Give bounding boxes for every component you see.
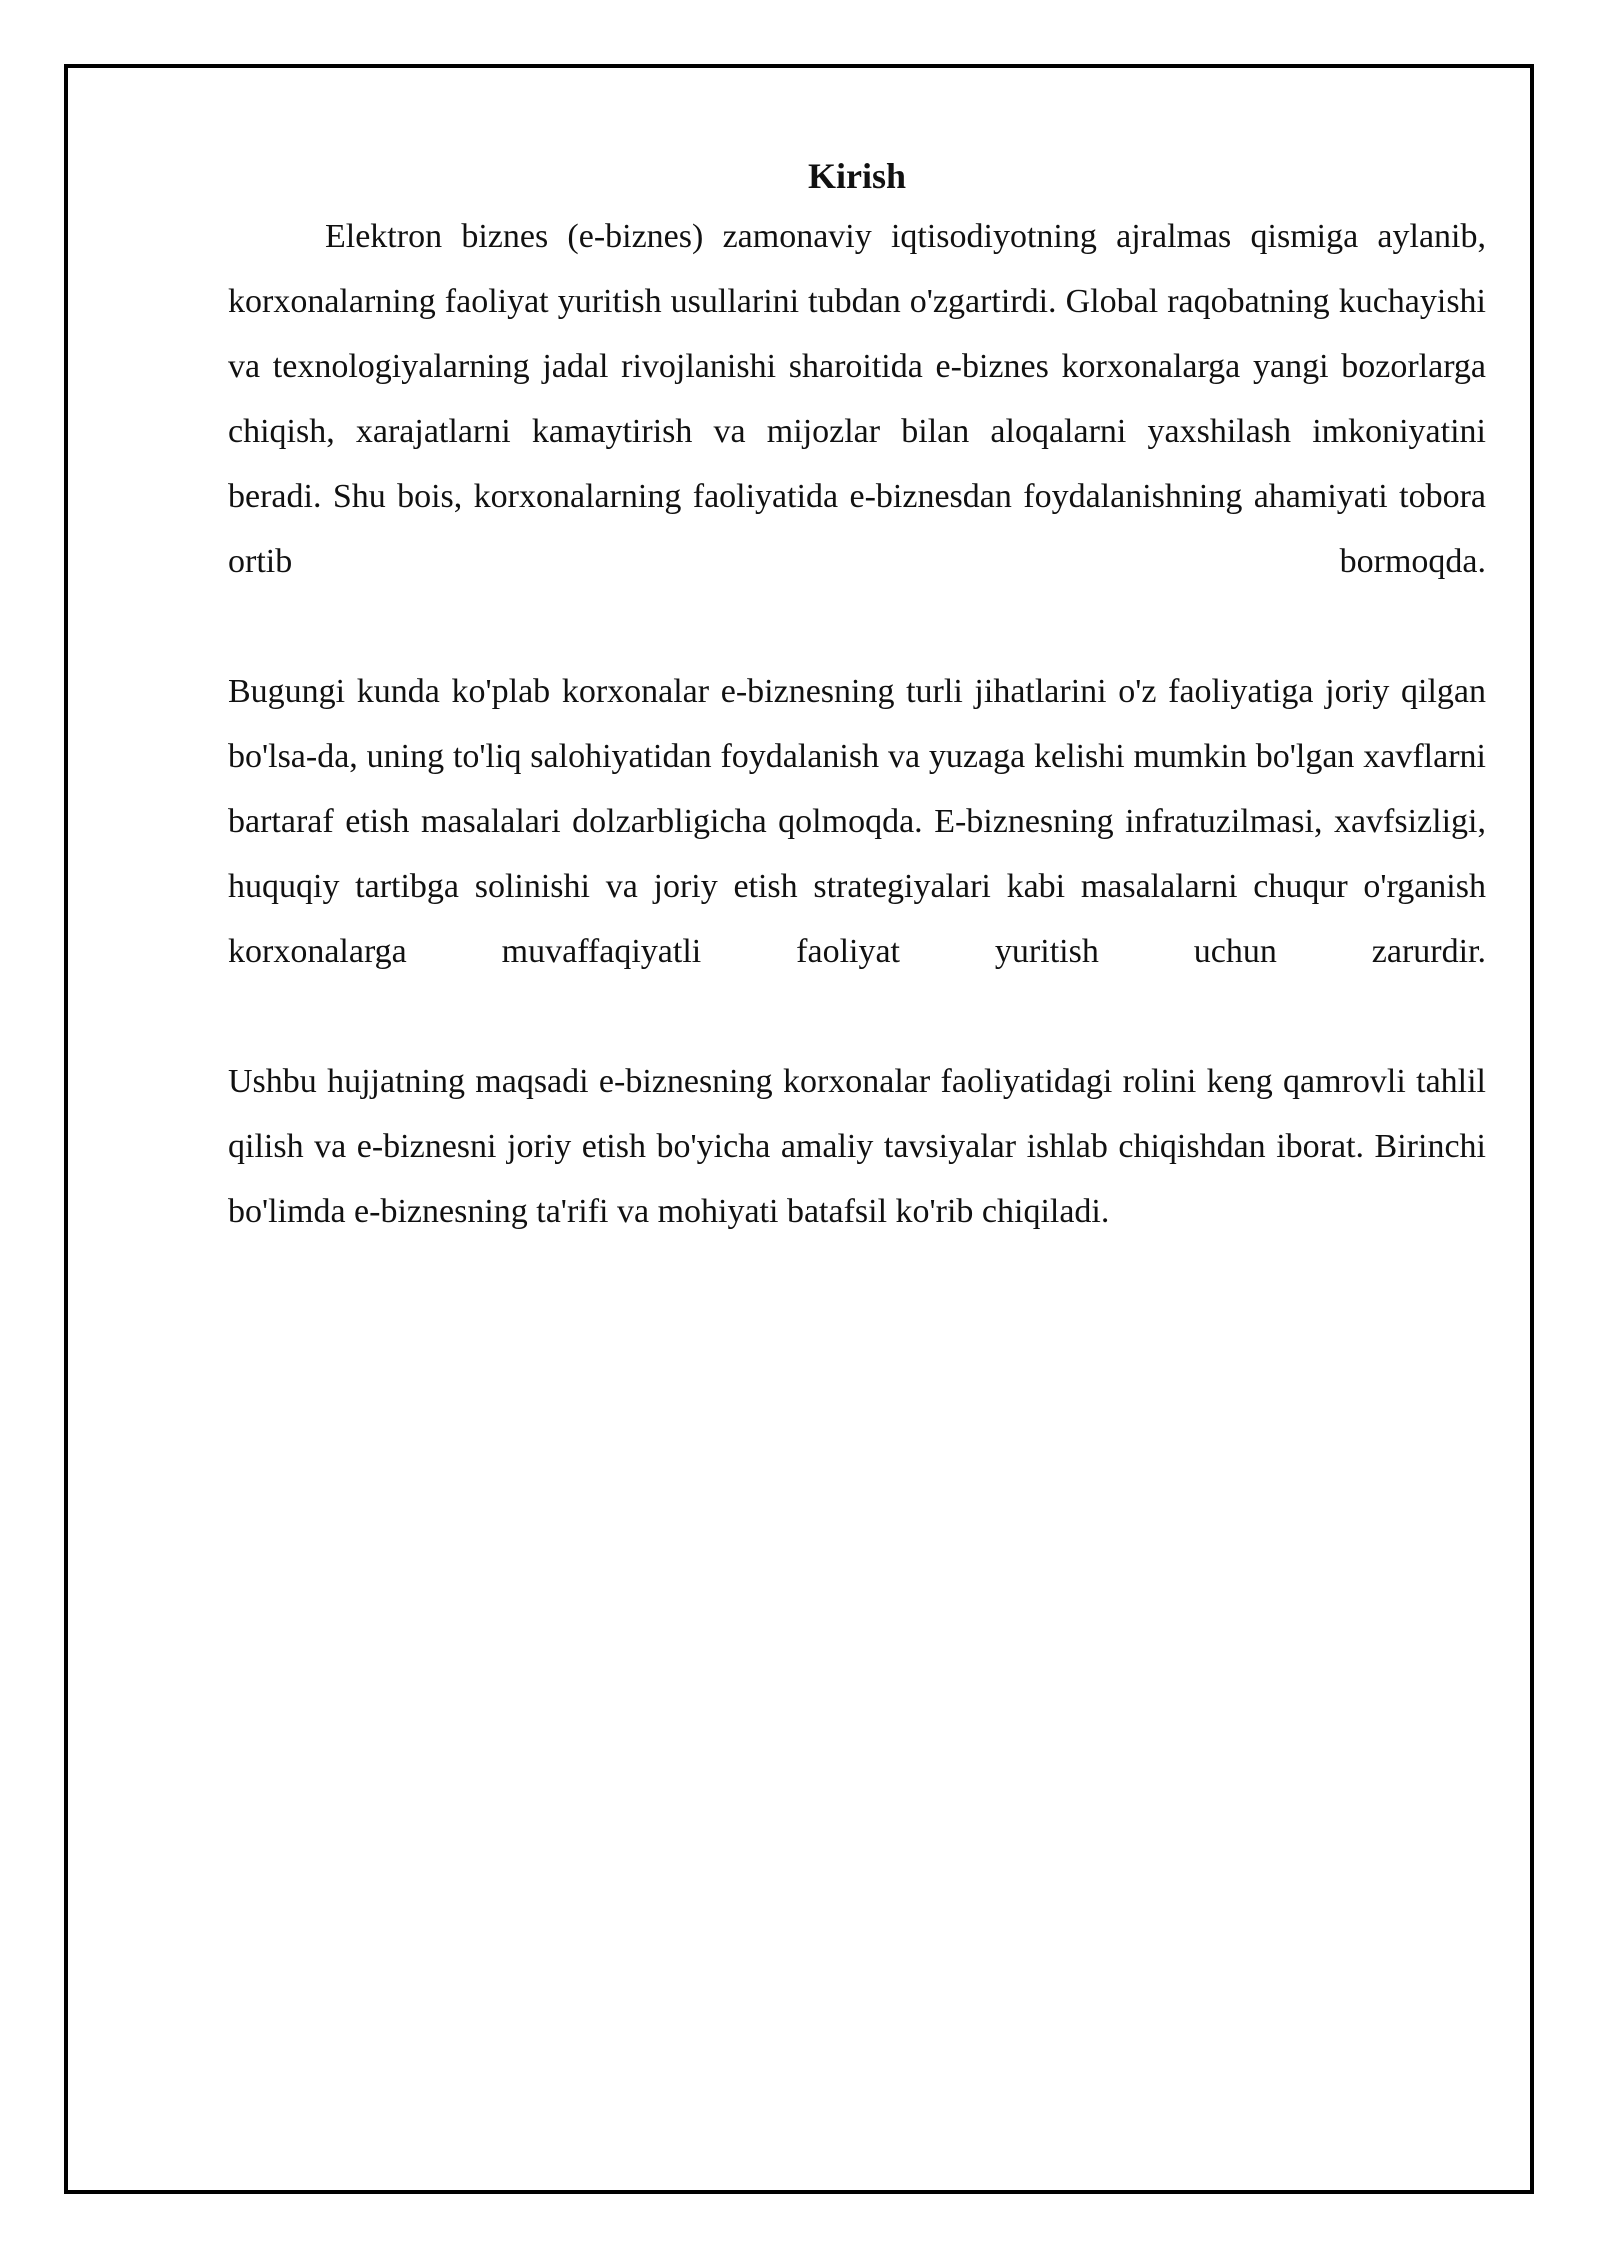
paragraph-intro: Elektron biznes (e-biznes) zamonaviy iqtisodiyotning ajralmas qismiga aylanib, korxonalarning faoliyat yuritish usullarini tubdan o'zgartirdi. Global raqobatning kuchayishi va texnologiyalarning jadal rivojlanishi sharoitida e-biznes korxonalarga yangi bozorlarga chiqish, xarajatlarni kamaytirish va mijozlar bilan aloqalarni yaxshilash imkoniyatini beradi. Shu bois, korxonalarning faoliyatida e-biznesdan foydalanishning ahamiyati tobora ortib bormoqda.	[228, 218, 1486, 580]
paragraph-purpose: Ushbu hujjatning maqsadi e-biznesning korxonalar faoliyatidagi rolini keng qamrovli tahlil qilish va e-biznesni joriy etish bo'yicha amaliy tavsiyalar ishlab chiqishdan iborat. Birinchi bo'limda e-biznesning ta'rifi va mohiyati batafsil ko'rib chiqiladi.	[228, 1063, 1486, 1230]
paragraph-spacer	[228, 984, 1486, 1049]
document-body	[228, 148, 1486, 1244]
paragraph-spacer	[228, 594, 1486, 659]
paragraph-current-state: Bugungi kunda ko'plab korxonalar e-biznesning turli jihatlarini o'z faoliyatiga joriy qilgan bo'lsa-da, uning to'liq salohiyatidan foydalanish va yuzaga kelishi mumkin bo'lgan xavflarni bartaraf etish masalalari dolzarbligicha qolmoqda. E-biznesning infratuzilmasi, xavfsizligi, huquqiy tartibga solinishi va joriy etish strategiyalari kabi masalalarni chuqur o'rganish korxonalarga muvaffaqiyatli faoliyat yuritish uchun zarurdir.	[228, 673, 1486, 970]
document-title: Kirish	[807, 156, 906, 196]
